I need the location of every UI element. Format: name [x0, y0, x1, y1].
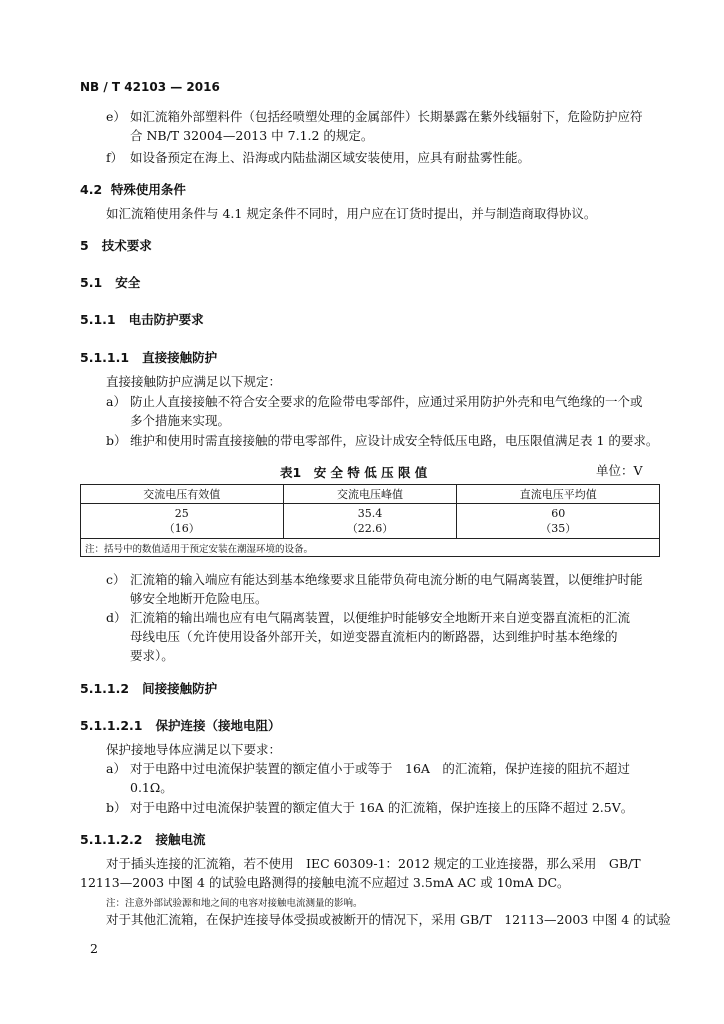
list-item-a-cont: 多个措施来实现。	[130, 413, 231, 428]
table-cell	[457, 504, 660, 539]
table-cell	[283, 504, 457, 539]
value-humid: （35）	[540, 522, 577, 535]
value-humid: （16）	[163, 522, 200, 535]
list-label: d）	[106, 610, 127, 625]
section-number: 4.2	[80, 182, 103, 197]
paragraph: 如汇流箱使用条件与 4.1 规定条件不同时，用户应在订货时提出，并与制造商取得协议。	[106, 206, 597, 221]
list-label: a）	[106, 761, 126, 776]
list-text: 如汇流箱外部塑料件（包括经喷塑处理的金属部件）长期暴露在紫外线辐射下，危险防护应符	[130, 109, 643, 124]
section-number: 5.1.1.2.1	[80, 718, 143, 733]
paragraph: 对于其他汇流箱，在保护连接导体受损或被断开的情况下，采用 GB/T 12113—2003 中图 4 的试验	[106, 912, 671, 927]
table-header-cell: 交流电压有效值	[81, 485, 284, 504]
paragraph: 对于插头连接的汇流箱，若不使用 IEC 60309-1：2012 规定的工业连接器，那么采用 GB/T	[106, 856, 641, 871]
table-unit: 单位：V	[596, 463, 643, 478]
table-note-row	[81, 539, 660, 557]
list-item-a	[106, 761, 630, 777]
section-title: 电击防护要求	[128, 312, 204, 327]
note: 注：注意外部试验源和地之间的电容对接触电流测量的影响。	[106, 898, 363, 909]
list-text: 汇流箱的输入端应有能达到基本绝缘要求且能带负荷电流分断的电气隔离装置，以便维护时能	[130, 572, 643, 587]
list-text: 维护和使用时需直接接触的带电零部件，应设计成安全特低压电路，电压限值满足表 1 的要求。	[130, 433, 659, 448]
table-header-row	[81, 485, 660, 504]
section-heading-4-2	[80, 180, 186, 198]
page-number: 2	[90, 941, 98, 956]
section-heading-5-1-1-2	[80, 679, 217, 697]
table-header-cell: 交流电压峰值	[283, 485, 457, 504]
list-item-e	[106, 109, 643, 125]
table-header-cell: 直流电压平均值	[457, 485, 660, 504]
list-item-d-cont: 母线电压（允许使用设备外部开关，如逆变器直流柜内的断路器，达到维护时基本绝缘的	[130, 629, 618, 644]
list-label: f）	[106, 150, 124, 165]
list-item-b	[106, 800, 633, 816]
value: 25	[174, 507, 189, 520]
list-text: 对于电路中过电流保护装置的额定值大于 16A 的汇流箱，保护连接上的压降不超过 2.5V。	[130, 800, 634, 815]
document-header: NB / T 42103 — 2016	[80, 80, 220, 94]
list-label: b）	[106, 433, 127, 448]
section-title: 接触电流	[155, 832, 206, 847]
table-note: 注：括号中的数值适用于预定安装在潮湿环境的设备。	[81, 539, 660, 557]
list-label: b）	[106, 800, 127, 815]
list-text: 汇流箱的输出端也应有电气隔离装置，以便维护时能够安全地断开来自逆变器直流柜的汇流	[130, 610, 631, 625]
paragraph: 保护接地导体应满足以下要求：	[106, 742, 282, 757]
section-number: 5.1.1.1	[80, 350, 130, 365]
list-item-b	[106, 433, 658, 449]
section-title: 安全	[115, 275, 141, 290]
section-number: 5.1.1	[80, 312, 116, 327]
list-label: e）	[106, 109, 126, 124]
list-item-f	[106, 150, 530, 166]
section-title: 保护连接（接地电阻）	[155, 718, 281, 733]
list-label: c）	[106, 572, 126, 587]
list-item-e-cont: 合 NB/T 32004—2013 中 7.1.2 的规定。	[130, 128, 374, 143]
list-item-a	[106, 394, 643, 410]
section-heading-5-1-1	[80, 310, 204, 328]
list-label: a）	[106, 394, 126, 409]
section-title: 技术要求	[101, 238, 152, 253]
list-item-d	[106, 610, 630, 626]
list-text: 防止人直接接触不符合安全要求的危险带电零部件，应通过采用防护外壳和电气绝缘的一个或	[130, 394, 643, 409]
section-heading-5-1-1-2-2	[80, 830, 206, 848]
table-caption: 表1 安 全 特 低 压 限 值	[280, 465, 428, 480]
section-heading-5	[80, 236, 152, 254]
list-text: 如设备预定在海上、沿海或内陆盐湖区域安装使用，应具有耐盐雾性能。	[130, 150, 531, 165]
paragraph: 直接接触防护应满足以下规定：	[106, 374, 282, 389]
value-humid: （22.6）	[346, 522, 394, 535]
list-item-d-cont: 要求）。	[130, 648, 174, 663]
section-title: 特殊使用条件	[110, 182, 186, 197]
table-safety-extra-low-voltage	[80, 484, 660, 557]
list-text: 对于电路中过电流保护装置的额定值小于或等于 16A 的汇流箱，保护连接的阻抗不超过	[130, 761, 630, 776]
section-heading-5-1-1-2-1	[80, 716, 281, 734]
section-title: 间接接触防护	[142, 681, 218, 696]
value: 60	[551, 507, 566, 520]
table-cell	[81, 504, 284, 539]
section-title: 直接接触防护	[142, 350, 218, 365]
section-heading-5-1-1-1	[80, 348, 217, 366]
section-number: 5.1.1.2.2	[80, 832, 143, 847]
section-number: 5	[80, 238, 89, 253]
list-item-a-cont: 0.1Ω。	[130, 780, 173, 795]
section-heading-5-1	[80, 273, 140, 291]
table-row	[81, 504, 660, 539]
value: 35.4	[357, 507, 383, 520]
list-item-c-cont: 够安全地断开危险电压。	[130, 591, 268, 606]
paragraph-cont: 12113—2003 中图 4 的试验电路测得的接触电流不应超过 3.5mA AC 或 10mA DC。	[80, 875, 570, 890]
section-number: 5.1	[80, 275, 103, 290]
list-item-c	[106, 572, 643, 588]
section-number: 5.1.1.2	[80, 681, 130, 696]
